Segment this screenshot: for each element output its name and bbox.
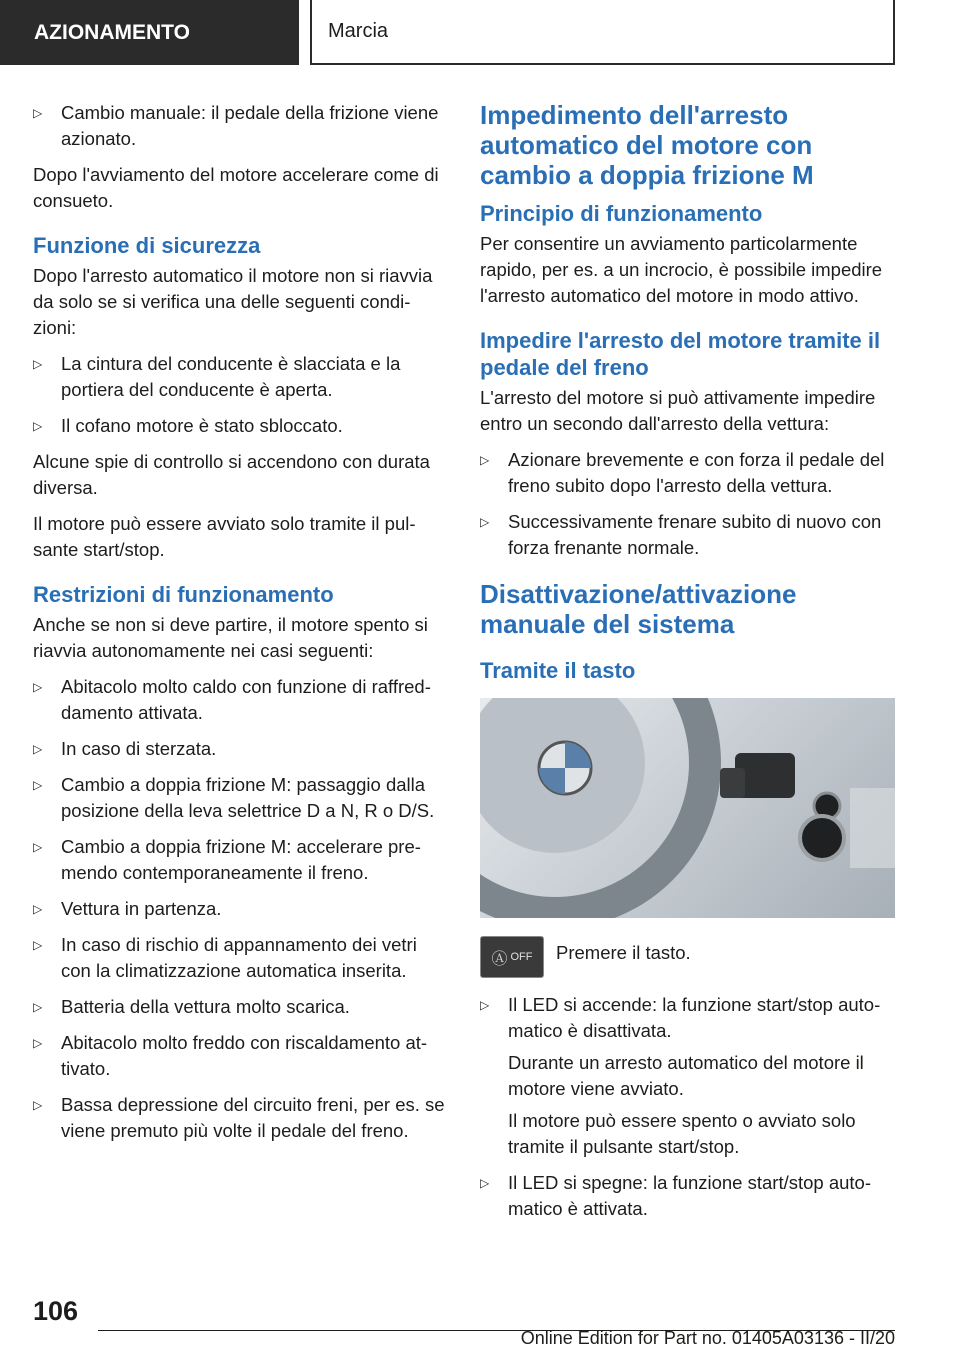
auto-start-stop-off-icon: Ⓐ OFF [480,936,544,978]
list-item: ▷ Cambio a doppia frizione M: accelerare pre-mendo contemporaneamente il freno. [33,836,421,883]
list-item: ▷ Il LED si accende: la funzione start/stop auto-matico è disattivata. Durante un arresto automatico del motore il motore viene avviato. Il motore può essere spento o avviato solo tramite il pulsante start/stop. [480,994,881,1157]
steering-wheel-illustration [480,698,895,918]
auto-a-icon: Ⓐ [491,950,508,968]
triangle-bullet-icon: ▷ [33,680,43,694]
triangle-bullet-icon: ▷ [480,1176,490,1190]
list-item: ▷ Cambio a doppia frizione M: passaggio dalla posizione della leva selettrice D a N, R o D/S. [33,774,435,821]
section-heading: Impedire l'arresto del motore tramite il pedale del freno [480,328,881,380]
section-heading: Funzione di sicurezza [33,233,261,258]
paragraph: Per consentire un avviamento particolarmente rapido, per es. a un incrocio, è possibile impedire l'arresto automatico del motore in modo attivo. [480,233,883,306]
list-item: ▷ In caso di sterzata. [33,736,445,762]
list-item: ▷ Abitacolo molto freddo con riscaldamento at-tivato. [33,1032,428,1079]
triangle-bullet-icon: ▷ [33,840,43,854]
triangle-bullet-icon: ▷ [33,357,43,371]
section-heading: Restrizioni di funzionamento [33,582,334,607]
section-tab: AZIONAMENTO [0,0,299,65]
list-item: ▷ Successivamente frenare subito di nuovo con forza frenante normale. [480,511,882,558]
list-item: ▷ In caso di rischio di appannamento dei vetri con la climatizzazione automatica inserita. [33,934,417,981]
section-heading: Tramite il tasto [480,658,636,683]
triangle-bullet-icon: ▷ [33,1036,43,1050]
list-item: ▷ Cambio manuale: il pedale della frizione viene azionato. [33,102,439,149]
triangle-bullet-icon: ▷ [33,938,43,952]
triangle-bullet-icon: ▷ [33,106,43,120]
button-instruction [480,936,895,978]
chapter-title: Marcia [310,0,895,65]
paragraph: Dopo l'arresto automatico il motore non si riavvia da solo se si verifica una delle seguenti condi-zioni: [33,265,433,338]
right-column [480,100,895,1232]
paragraph: Il motore può essere avviato solo tramite il pul-sante start/stop. [33,513,416,560]
list-item: ▷ Il cofano motore è stato sbloccato. [33,413,445,439]
list-item: ▷ Il LED si spegne: la funzione start/stop auto-matico è attivata. [480,1172,872,1219]
triangle-bullet-icon: ▷ [33,742,43,756]
paragraph: Premere il tasto. [556,942,691,963]
main-heading: Impedimento dell'arresto automatico del motore con cambio a doppia frizione M [480,100,814,190]
start-stop-button-icon [800,816,844,860]
paragraph: Alcune spie di controllo si accendono con durata diversa. [33,451,430,498]
main-heading: Disattivazione/attivazione manuale del sistema [480,579,797,639]
paragraph: L'arresto del motore si può attivamente impedire entro un secondo dall'arresto della vettura: [480,387,876,434]
section-heading: Principio di funzionamento [480,201,763,226]
list-item: ▷ Azionare brevemente e con forza il pedale del freno subito dopo l'arresto della vettura. [480,449,885,496]
list-item: ▷ Vettura in partenza. [33,896,445,922]
list-item: ▷ La cintura del conducente è slacciata e la portiera del conducente è aperta. [33,353,401,400]
left-column [33,100,445,1154]
triangle-bullet-icon: ▷ [33,778,43,792]
triangle-bullet-icon: ▷ [480,998,490,1012]
footer-edition: Online Edition for Part no. 01405A03136 - II/20 [520,1328,895,1348]
page-number: 106 [33,1296,79,1326]
list-item: ▷ Batteria della vettura molto scarica. [33,994,445,1020]
paragraph: Anche se non si deve partire, il motore spento si riavvia autonomamente nei casi seguenti: [33,614,428,661]
triangle-bullet-icon: ▷ [33,419,43,433]
steering-wheel-image [480,698,895,918]
list-item: ▷ Bassa depressione del circuito freni, per es. se viene premuto più volte il pedale del freno. [33,1094,445,1141]
list-item: ▷ Abitacolo molto caldo con funzione di raffred-damento attivata. [33,676,431,723]
triangle-bullet-icon: ▷ [33,902,43,916]
paragraph: Dopo l'avviamento del motore accelerare come di consueto. [33,164,439,211]
triangle-bullet-icon: ▷ [33,1000,43,1014]
triangle-bullet-icon: ▷ [480,453,490,467]
triangle-bullet-icon: ▷ [33,1098,43,1112]
triangle-bullet-icon: ▷ [480,515,490,529]
